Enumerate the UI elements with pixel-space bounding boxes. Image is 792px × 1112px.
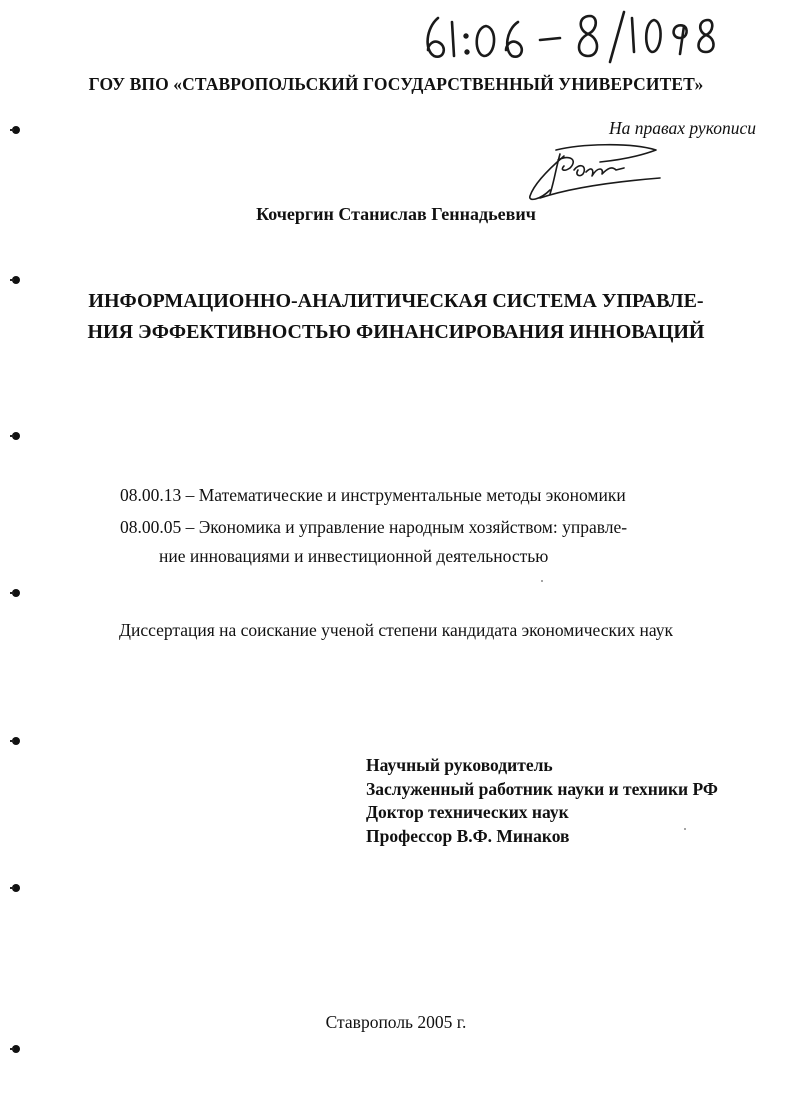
specialty-line: 08.00.05 – Экономика и управление народным хозяйством: управле- (120, 517, 628, 537)
punch-hole-icon (12, 276, 20, 284)
supervisor-honor: Заслуженный работник науки и техники РФ (366, 778, 718, 799)
scan-speck (684, 828, 686, 830)
supervisor-block (366, 754, 718, 848)
handwritten-archive-code (418, 6, 718, 66)
title-line: ИНФОРМАЦИОННО-АНАЛИТИЧЕСКАЯ СИСТЕМА УПРАВЛЕ- (88, 290, 704, 312)
supervisor-role: Научный руководитель (366, 755, 553, 775)
supervisor-name: Профессор В.Ф. Минаков (366, 825, 570, 846)
punch-hole-icon (12, 1045, 20, 1053)
author-name: Кочергин Станислав Геннадьевич (256, 204, 536, 224)
dissertation-type: Диссертация на соискание ученой степени кандидата экономических наук (119, 620, 673, 640)
punch-hole-icon (12, 126, 20, 134)
university-name: ГОУ ВПО «СТАВРОПОЛЬСКИЙ ГОСУДАРСТВЕННЫЙ УНИВЕРСИТЕТ» (88, 74, 704, 94)
punch-hole-icon (12, 432, 20, 440)
city-year: Ставрополь 2005 г. (325, 1012, 467, 1032)
specialty-line: ние инновациями и инвестиционной деятельностью (159, 546, 549, 566)
rights-note: На правах рукописи (609, 118, 756, 138)
scan-speck (541, 580, 543, 582)
punch-hole-icon (12, 884, 20, 892)
specialty-item (120, 481, 760, 510)
title-line: НИЯ ЭФФЕКТИВНОСТЬЮ ФИНАНСИРОВАНИЯ ИННОВАЦИЙ (87, 321, 705, 343)
punch-hole-icon (12, 589, 20, 597)
punch-hole-icon (12, 737, 20, 745)
specialty-line: 08.00.13 – Математические и инструментальные методы экономики (120, 485, 626, 505)
supervisor-degree: Доктор технических наук (366, 802, 569, 822)
specialty-item (120, 513, 760, 571)
signature (520, 138, 670, 208)
dissertation-title (40, 286, 752, 348)
